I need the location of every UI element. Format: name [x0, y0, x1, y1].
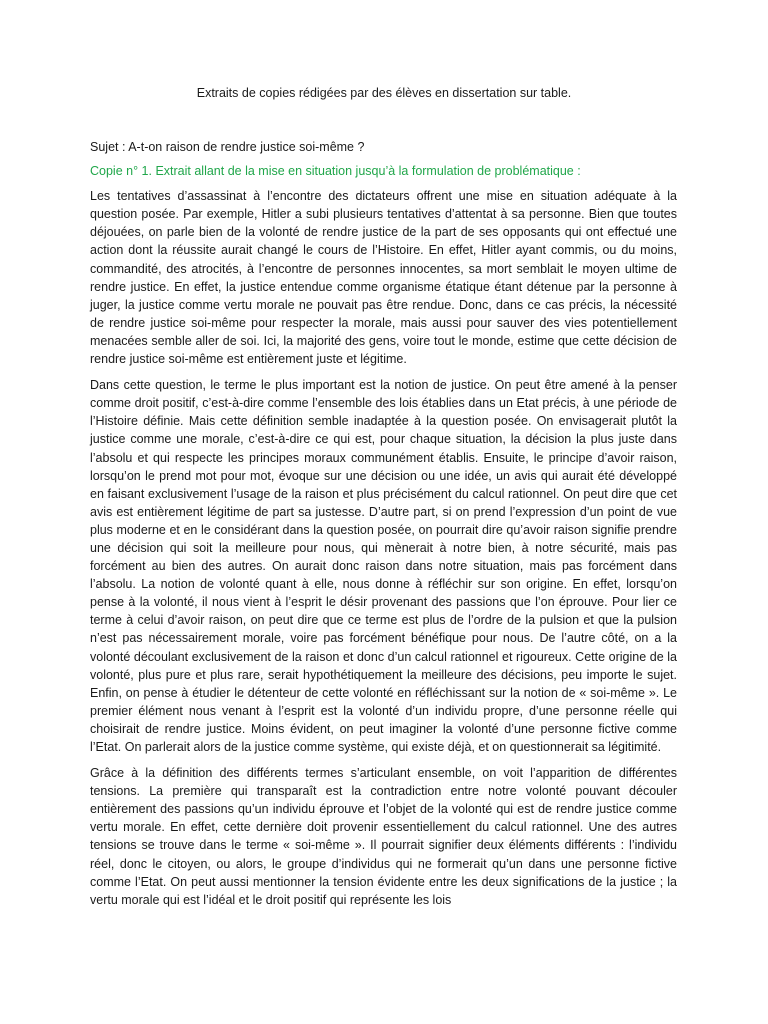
copy-heading: Copie n° 1. Extrait allant de la mise en situation jusqu’à la formulation de problématique :	[90, 164, 581, 179]
paragraph-definitions: Dans cette question, le terme le plus important est la notion de justice. On peut être amené à la penser comme droit positif, c’est-à-dire comme l’ensemble des lois établies dans un Etat précis, à une période de l’Histoire définie. Mais cette définition semble inadaptée à la question posée. On envisagerait plutôt la justice comme une morale, c’est-à-dire ce qui est, pour chaque situation, la décision la plus juste dans l’absolu et qui respecte les principes moraux communément établis. Ensuite, le principe d’avoir raison, lorsqu’on le prend mot pour mot, évoque sur une décision ou une idée, un avis qui aurait été développé en faisant exclusivement l’usage de la raison et plus précisément du calcul rationnel. On peut dire que cet avis est entièrement légitime de part sa justesse. D’autre part, si on prend l’expression d’un point de vue plus moderne et en le considérant dans la question posée, on pourrait dire qu’avoir raison signifie prendre une décision qui soit la meilleure pour nous, qui mènerait à notre bien, à notre sécurité, mais pas forcément au bien des autres. On aurait donc raison dans notre situation, mais pas forcément dans l’absolu. La notion de volonté quant à elle, nous donne à réfléchir sur son origine. En effet, lorsqu’on pense à la volonté, il nous vient à l’esprit le désir provenant des passions que l’on éprouve. Pour lier ce terme à celui d’avoir raison, on peut dire que ce terme est plus de l’ordre de la pulsion et que la pulsion n’est pas nécessairement morale, voire pas forcément bénéfique pour nous. De l’autre côté, on a la volonté découlant exclusivement de la raison et donc d’un calcul rationnel et rigoureux. Cette origine de la volonté, plus pure et plus rare, serait hypothétiquement la meilleure des décisions, peu importe le sujet. Enfin, on pense à étudier le détenteur de cette volonté en réfléchissant sur la notion de « soi-même ». Le premier élément nous venant à l’esprit est la volonté d’un individu propre, d’une personne réelle qui choisirait de rendre justice. Moins évident, on peut imaginer la volonté d’une personne fictive comme l’Etat. On parlerait alors de la justice comme système, qui existe déjà, et on questionnerait sa légitimité.	[90, 378, 677, 754]
paragraph-tensions: Grâce à la définition des différents termes s’articulant ensemble, on voit l’apparition de différentes tensions. La première qui transparaît est la contradiction entre notre volonté pouvant découler entièrement des passions qu’un individu éprouve et l’objet de la volonté qui est de rendre justice comme vertu morale. En effet, cette dernière doit provenir essentiellement du calcul rationnel. Une des autres tensions se trouve dans le terme « soi-même ». Il pourrait signifier deux éléments différents : l’individu réel, donc le citoyen, ou alors, le groupe d’individus qui ne formerait qu’un dans une personne fictive comme l’Etat. On peut aussi mentionner la tension évidente entre les deux significations de la justice ; la vertu morale qui est l’idéal et le droit positif qui représente les lois	[90, 766, 677, 907]
essay-subject: Sujet : A-t-on raison de rendre justice soi-même ?	[90, 140, 365, 154]
document-body	[90, 138, 677, 917]
paragraph-situation: Les tentatives d’assassinat à l’encontre des dictateurs offrent une mise en situation adéquate à la question posée. Par exemple, Hitler a subi plusieurs tentatives d’attentat à sa personne. Bien que toutes déjouées, on parle bien de la volonté de rendre justice de la part de ses opposants qui ont effectué une action dont la réussite aurait changé le cours de l’Histoire. En effet, Hitler ayant commis, ou du moins, commandité, des atrocités, à l’encontre de personnes innocentes, sa mort semblait le moyen ultime de rendre justice. En effet, la justice entendue comme organisme étatique étant détenue par la personne à juger, la justice comme vertu morale ne pouvait pas être rendue. Donc, dans ce cas précis, la nécessité de rendre justice soi-même pour respecter la morale, mais aussi pour sauver des vies potentiellement menacées semble aller de soi. Ici, la majorité des gens, voire tout le monde, estime que cette décision de rendre justice soi-même est entièrement juste et légitime.	[90, 189, 677, 367]
document-title: Extraits de copies rédigées par des élèves en dissertation sur table.	[196, 86, 572, 100]
